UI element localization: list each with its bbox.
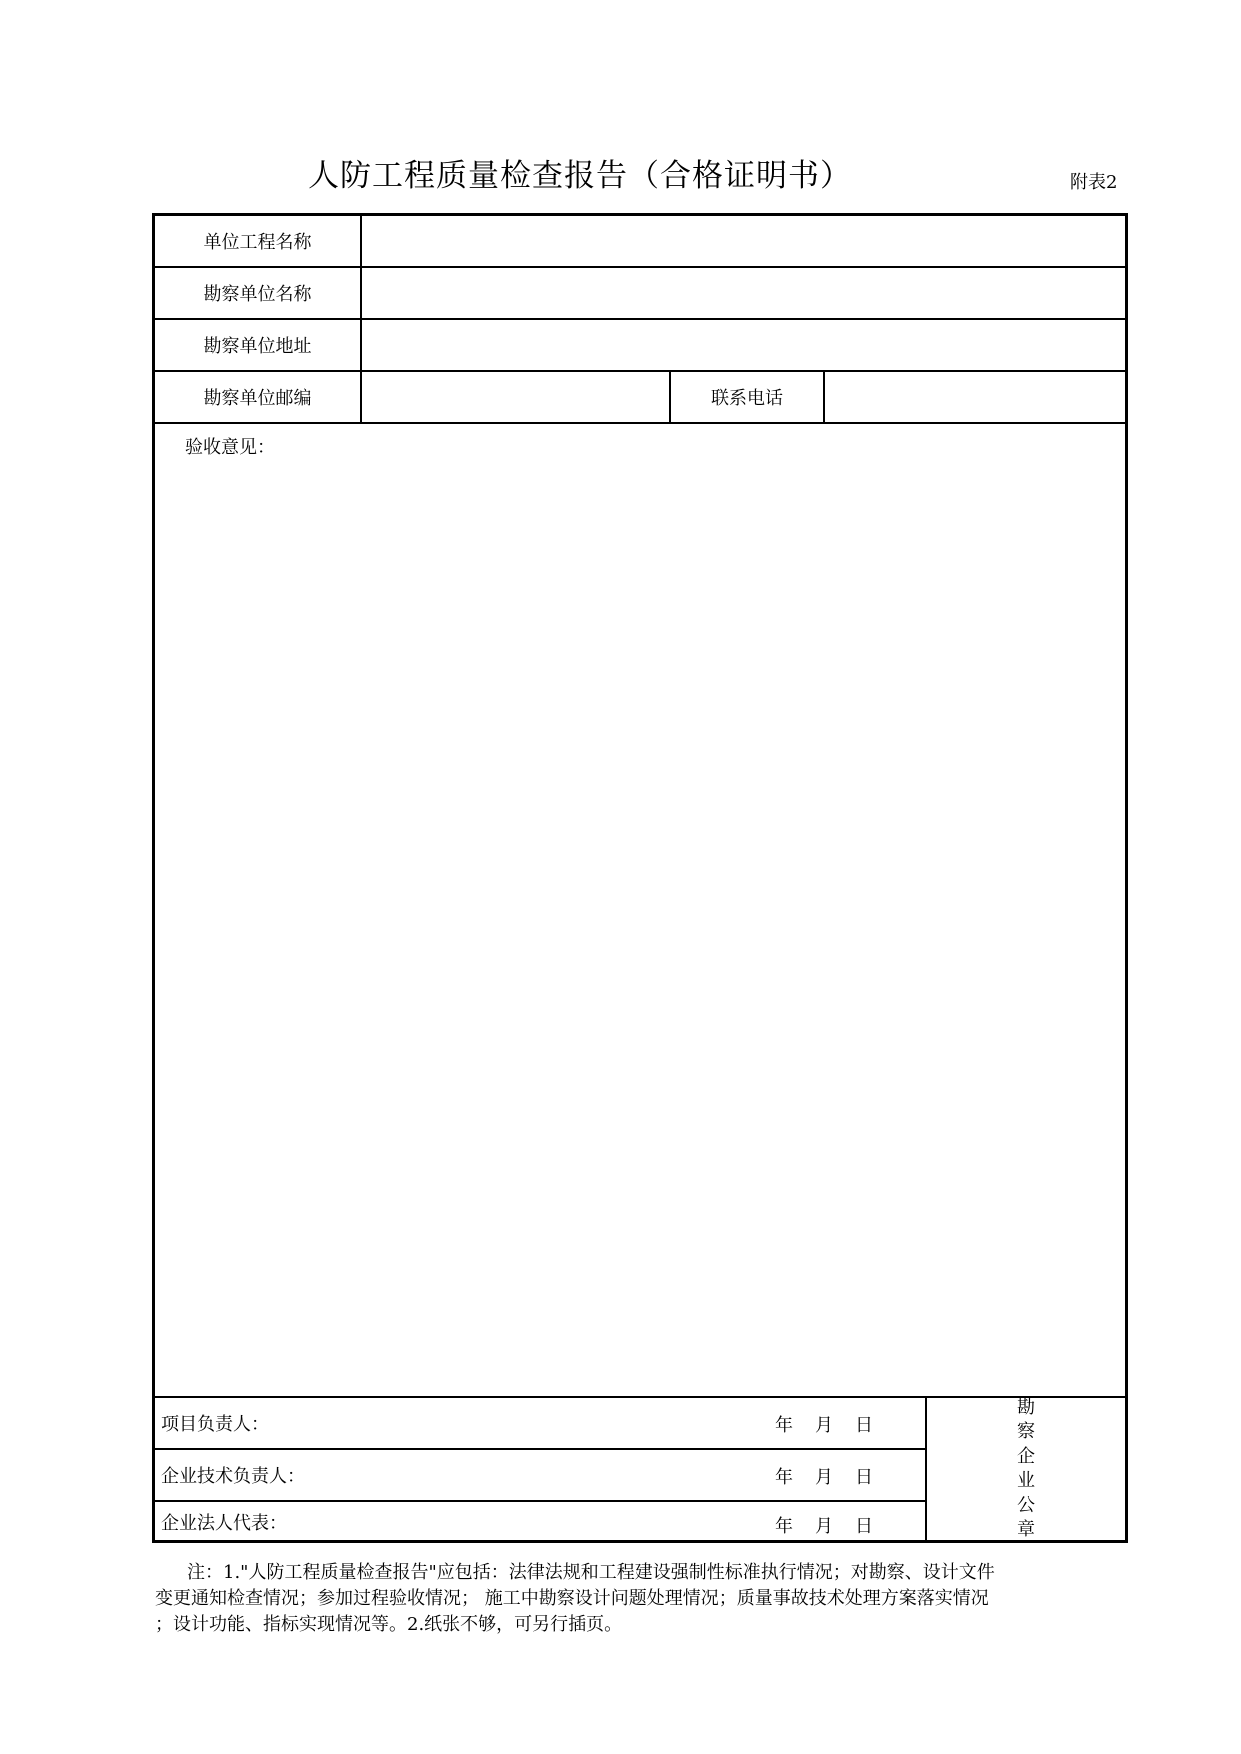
footnote-line: 变更通知检查情况；参加过程验收情况； 施工中勘察设计问题处理情况；质量事故技术处理方案落实情况 [155, 1588, 989, 1609]
company-seal-area[interactable] [925, 1396, 1127, 1542]
seal-char: 公 [1017, 1494, 1035, 1516]
year-label: 年 [775, 1467, 793, 1488]
project-name-label: 单位工程名称 [203, 232, 312, 253]
day-label: 日 [855, 1467, 873, 1488]
survey-unit-name-label: 勘察单位名称 [203, 284, 312, 305]
month-label: 月 [815, 1467, 833, 1488]
project-name-field[interactable] [362, 216, 1125, 266]
contact-phone-label: 联系电话 [711, 388, 783, 409]
seal-char: 章 [1017, 1519, 1035, 1540]
annex-number: 附表2 [1070, 172, 1118, 193]
survey-unit-address-label: 勘察单位地址 [203, 336, 312, 357]
report-form [152, 213, 1128, 1543]
month-label: 月 [815, 1415, 833, 1436]
month-label: 月 [815, 1516, 833, 1537]
technical-leader-label: 企业技术负责人： [161, 1466, 305, 1487]
footnote-line: ；设计功能、指标实现情况等。2.纸张不够，可另行插页。 [155, 1614, 623, 1635]
row-divider [155, 422, 1125, 424]
survey-unit-name-field[interactable] [362, 268, 1125, 318]
year-label: 年 [775, 1516, 793, 1537]
page-title: 人防工程质量检查报告（合格证明书） [308, 158, 852, 194]
seal-char: 勘 [1017, 1396, 1035, 1418]
legal-representative-date[interactable] [775, 1512, 873, 1538]
project-leader-label: 项目负责人： [161, 1414, 269, 1435]
contact-phone-field[interactable] [825, 372, 1125, 422]
technical-leader-date[interactable] [775, 1463, 873, 1489]
seal-char: 业 [1017, 1470, 1035, 1491]
acceptance-opinion-area[interactable] [155, 466, 1125, 1394]
project-leader-date[interactable] [775, 1411, 873, 1437]
survey-unit-address-field[interactable] [362, 320, 1125, 370]
acceptance-opinion-label: 验收意见： [185, 437, 275, 458]
seal-char: 企 [1017, 1445, 1035, 1467]
legal-representative-label: 企业法人代表： [161, 1513, 287, 1534]
footnote-line: 注：1."人防工程质量检查报告"应包括：法律法规和工程建设强制性标准执行情况；对勘察、设计文件 [187, 1562, 995, 1583]
survey-unit-postcode-field[interactable] [362, 372, 669, 422]
day-label: 日 [855, 1415, 873, 1436]
footnote [155, 1560, 1095, 1638]
survey-unit-postcode-label: 勘察单位邮编 [203, 388, 312, 409]
seal-char: 察 [1017, 1421, 1035, 1442]
year-label: 年 [775, 1415, 793, 1436]
day-label: 日 [855, 1516, 873, 1537]
